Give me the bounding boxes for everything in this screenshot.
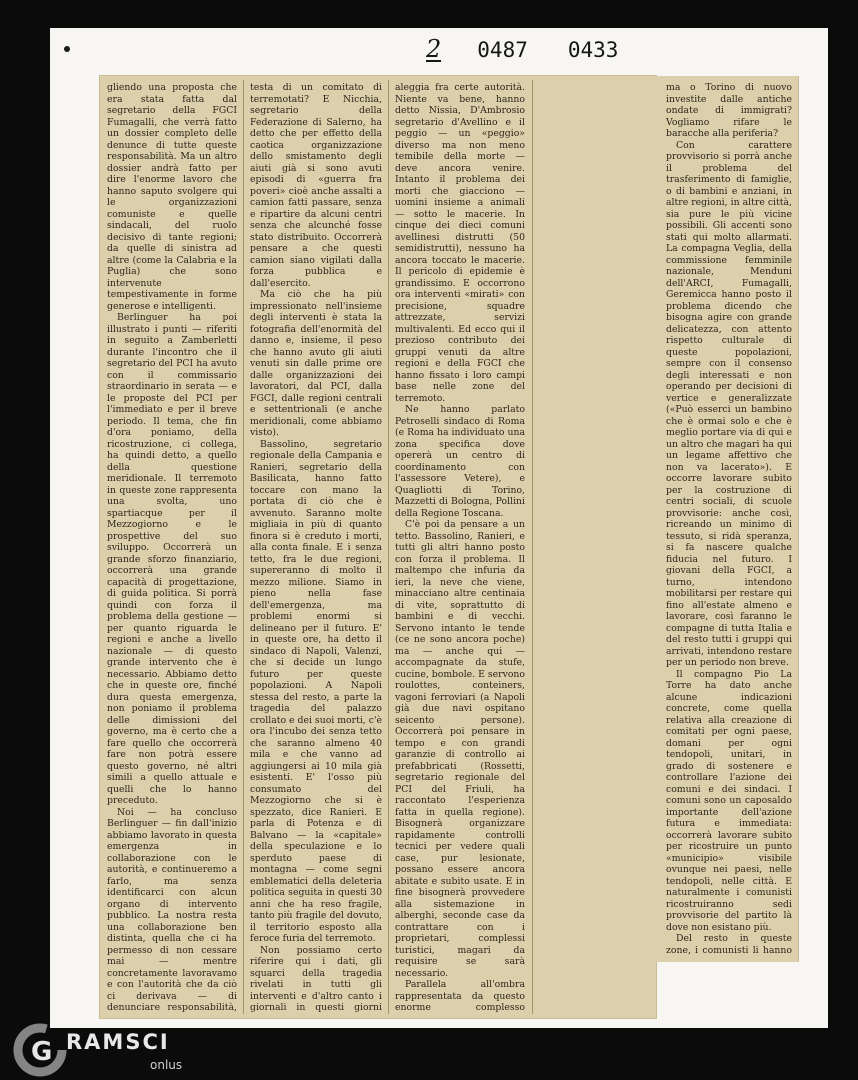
paragraph: Parallela all'ombra rappresentata da questo enorme complesso — [395, 979, 525, 1012]
logo-sub: onlus — [150, 1058, 183, 1072]
paragraph: Noi — ha concluso Berlinguer — fin dall'inizio abbiamo lavorato in questa emergenza in collaborazione con le autorità, e continueremo a farlo, ma senza identificarci con alcun organo di intervento pubblico. La nostra resta una collaborazione ben distinta, quella che ci ha permesso di non cessare mai — mentre concretamente lavoravamo e con l'autorità che da ciò ci derivava — di denunciare responsabilità, — [107, 806, 237, 1012]
archive-number-right: 0433 — [567, 38, 619, 62]
paragraph: Berlinguer ha poi illustrato i punti — riferiti in seguito a Zamberletti durante l'incontro che il segretario del PCI ha avuto con il commissario straordinario in serata — e le proposte del PCI per l'immediato e per il breve periodo. Il tema, che fin d'ora poniamo, della ricostruzione, ci collega, ha quindi detto, a quello della questione meridionale. Il terremoto in queste zone rappresenta una svolta, uno spartiacque per il Mezzogiorno e le prospettive del suo sviluppo. Occorrerà un grande sforzo finanziario, occorrerà una grande capacità di progettazione, di guida politica. Si porrà quindi con forza il problema della gestione — per quanto riguarda le regioni e anche a livello nazionale — di questo grande intervento che è necessario. Abbiamo detto che in queste ore, finché dura questa emergenza, non poniamo il problema delle dimissioni del governo, ma è certo che a fare quello che occorrerà fare non potrà essere questo governo, né altri simili a quello attuale e quelli che lo hanno preceduto. — [107, 312, 237, 806]
article-column-2 — [250, 82, 382, 1012]
article-column-4 — [666, 82, 792, 956]
gramsci-logo — [0, 1010, 300, 1080]
archive-number-left: 0487 — [477, 38, 528, 62]
article-column-1 — [107, 82, 237, 1012]
paragraph: Del resto in queste zone, i comunisti li hanno — [666, 933, 792, 956]
logo-g-icon — [0, 1010, 70, 1080]
paragraph: Non possiamo certo riferire qui i dati, gli squarci della tragedia rivelati in tutti gli interventi e d'altro canto i giornali in questi giorni — [250, 944, 382, 1012]
archive-number — [426, 36, 618, 64]
paragraph: Con carattere provvisorio si porrà anche il problema del trasferimento di famiglie, o di bambini e anziani, in altre regioni, in altre città, sia pure le più vicine possibili. Gli accenti sono stati qui molto allarmati. La compagna Veglia, della commissione femminile nazionale, Menduni dell'ARCI, Fumagalli, Geremicca hanno posto il problema dicendo che bisogna agire con grande delicatezza, con attento rispetto culturale di queste popolazioni, sempre con il consenso degli interessati e non operando per decisioni di vertice e generalizzate («Può esserci un bambino che è ormai solo e che è meglio portare via di qui e un altro che magari ha qui un legame affettivo che non va lacerato»). E occorre lavorare subito per la costruzione di centri sociali, di scuole provvisorie: anche così, ricreando un minimo di tessuto, si ridà speranza, si fa nascere qualche fiducia nel futuro. I giovani della FGCI, a turno, intendono mobilitarsi per restare qui fino all'estate almeno e lavorare, così faranno le compagne di tutta Italia e del resto tutti i gruppi qui arrivati, intendono restare per un periodo non breve. — [666, 139, 792, 668]
handwritten-mark: 2 — [426, 35, 442, 63]
column-rule — [532, 80, 533, 1014]
column-rule — [388, 80, 389, 1014]
paragraph: Ma ciò che ha più impressionato nell'insieme degli interventi è stata la fotografia dell'enormità del danno e, insieme, il peso che hanno avuto gli aiuti venuti sin dalle prime ore dalle organizzazioni dei lavoratori, dal PCI, dalla FGCI, dalle regioni centrali e settentrionali (e anche meridionali, come abbiamo visto). — [250, 289, 382, 438]
logo-letter: G — [31, 1037, 53, 1067]
paragraph: C'è poi da pensare a un tetto. Bassolino, Ranieri, e tutti gli altri hanno posto con forza il problema. Il maltempo che infuria da ieri, la neve che viene, minacciano altre centinaia di vite, soprattutto di bambini e di vecchi. Servono intanto le tende (ce ne sono ancora poche) ma — anche qui — accompagnate da stufe, cucine, bombole. E servono roulottes, conteiners, vagoni ferroviari (a Napoli già due navi ospitano seicento persone). Occorrerà poi pensare in tempo e con grandi garanzie di controllo ai prefabbricati (Rossetti, segretario regionale del PCI del Friuli, ha raccontato l'esperienza fatta in quella regione). Bisognerà organizzare rapidamente controlli tecnici per vedere quali case, pur lesionate, possano essere ancora abitate e subito usate. E in fine bisognerà provvedere alla sistemazione in alberghi, seconde case da contrattare con i proprietari, complessi turistici, magari da requisire se sarà necessario. — [395, 519, 525, 979]
paragraph: testa di un comitato di terremotati? E Nicchia, segretario della Federazione di Salerno, ha detto che per effetto della caotica organizzazione dello smistamento degli aiuti già si sono avuti episodi di «guerra fra poveri» cioè anche assalti a camion fatti passare, senza e ripartire da alcuni centri senza che alcunché fosse stato distribuito. Occorrerà pensare a che questi camion siano vigilati dalla forza pubblica e dall'esercito. — [250, 82, 382, 289]
article-column-3 — [395, 82, 525, 1012]
logo-word: RAMSCI — [66, 1030, 170, 1054]
punch-hole — [64, 46, 70, 52]
newspaper-clipping — [100, 76, 792, 1018]
paragraph: Il compagno Pio La Torre ha dato anche alcune indicazioni concrete, come quella relativa alla creazione di comitati per ogni paese, domani per ogni tendopoli, unitari, in grado di sostenere e controllare l'azione dei comuni e dei sindaci. I comuni sono un caposaldo importante dell'azione futura e immediata: occorrerà lavorare subito per ricostruire un punto «municipio» visibile ovunque nei paesi, nelle tendopoli, nelle città. E naturalmente i comunisti ricostruiranno sedi provvisorie del partito là dove non esistano più. — [666, 668, 792, 933]
paragraph: aleggia fra certe autorità. Niente va bene, hanno detto Nissia, D'Ambrosio segretario d'Avellino e il peggio — un «peggio» diverso ma non meno temibile della morte — deve ancora venire. Intanto il problema dei morti che giacciono — uomini insieme a animali — sotto le macerie. In cinque dei dieci comuni avellinesi distrutti (50 semidistrutti), nessuno ha ancora toccato le macerie. Il pericolo di epidemie è grandissimo. E occorrono ora interventi «mirati» con precisione, squadre attrezzate, servizi multivalenti. Ed ecco qui il prezioso contributo dei gruppi venuti da altre regioni e della FGCI che hanno fissato i loro campi base nelle zone del terremoto. — [395, 82, 525, 404]
archive-card — [50, 28, 828, 1028]
paragraph: gliendo una proposta che era stata fatta dal segretario della FGCI Fumagalli, che verrà fatto un dossier completo delle denunce di tutte queste responsabilità. Ma un altro dossier andrà fatto per dire l'enorme lavoro che hanno saputo svolgere qui le organizzazioni comuniste e quelle sindacali, del ruolo decisivo di tante regioni; da quelle di sinistra ad altre (come la Calabria e la Puglia) che sono intervenute tempestivamente in forme generose e intelligenti. — [107, 82, 237, 312]
paragraph: ma o Torino di nuovo investite dalle antiche ondate di immigrati? Vogliamo rifare le baracche alla periferia? — [666, 82, 792, 139]
column-rule — [243, 80, 244, 1014]
paragraph: Ne hanno parlato Petroselli sindaco di Roma (e Roma ha individuato una zona specifica dove opererà un centro di coordinamento con l'assessore Vetere), e Quagliotti di Torino, Mazzetti di Bologna, Pollini della Regione Toscana. — [395, 404, 525, 519]
paragraph: Bassolino, segretario regionale della Campania e Ranieri, segretario della Basilicata, hanno fatto toccare con mano la portata di ciò che è avvenuto. Saranno molte migliaia in più di quanto finora si è creduto i morti, alla conta finale. E i senza tetto, fra le due regioni, supereranno di molto il mezzo milione. Siamo in pieno nella fase dell'emergenza, ma problemi enormi si delineano per il futuro. E' in queste ore, ha detto il sindaco di Napoli, Valenzi, che si decide un lungo futuro per queste popolazioni. A Napoli stessa del resto, a parte la tragedia del palazzo crollato e dei suoi morti, c'è ora l'incubo dei senza tetto che saranno almeno 40 mila e che vanno ad aggiungersi ai 10 mila già esistenti. E' l'osso più consumato del Mezzogiorno che si è spezzato, dice Ranieri. E parla di Potenza e di Balvano — la «capitale» della speculazione e lo sperduto paese di montagna — come segni emblematici della deleteria politica seguita in questi 30 anni che ha reso fragile, tanto più fragile del dovuto, il territorio esposto alla feroce furia del terremoto. — [250, 438, 382, 944]
